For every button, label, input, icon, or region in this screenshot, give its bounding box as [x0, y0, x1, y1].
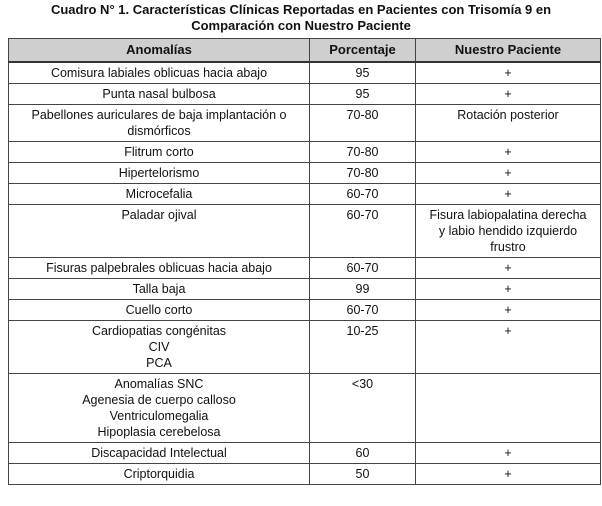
cell-anomalia — [9, 105, 310, 142]
caption-line-2: Comparación con Nuestro Paciente — [191, 18, 411, 33]
table-row — [9, 205, 601, 258]
table-header — [9, 39, 601, 63]
cell-anomalia — [9, 142, 310, 163]
cell-anomalia — [9, 163, 310, 184]
cell-nuestro-paciente — [416, 443, 601, 464]
cell-porcentaje: 95 — [310, 62, 416, 84]
table-row — [9, 84, 601, 105]
cell-anomalia — [9, 62, 310, 84]
cell-porcentaje: 50 — [310, 464, 416, 485]
cell-anomalia-line: Pabellones auriculares de baja implantación o — [31, 108, 287, 122]
cell-porcentaje: 99 — [310, 279, 416, 300]
cell-anomalia — [9, 443, 310, 464]
cell-nuestro-paciente — [416, 105, 601, 142]
table-body — [9, 62, 601, 485]
cell-anomalia-line: Criptorquidia — [123, 467, 195, 481]
cell-anomalia-line: Discapacidad Intelectual — [91, 446, 227, 460]
cell-anomalia-line: Microcefalia — [125, 187, 193, 201]
cell-nuestro-paciente-line: + — [504, 324, 512, 338]
table-row — [9, 163, 601, 184]
cell-nuestro-paciente — [416, 374, 601, 443]
cell-nuestro-paciente — [416, 258, 601, 279]
cell-anomalia-line: Hipertelorismo — [118, 166, 200, 180]
cell-nuestro-paciente-line: Rotación posterior — [457, 108, 559, 122]
table-row — [9, 321, 601, 374]
cell-porcentaje: 70-80 — [310, 105, 416, 142]
cell-porcentaje: 60-70 — [310, 258, 416, 279]
cell-anomalia — [9, 300, 310, 321]
cell-anomalia-line: Ventriculomegalia — [109, 409, 209, 423]
table-row — [9, 374, 601, 443]
cell-anomalia-line: PCA — [146, 356, 172, 370]
cell-nuestro-paciente-line: + — [504, 145, 512, 159]
column-header-anomalias: Anomalías — [9, 39, 310, 63]
cell-nuestro-paciente — [416, 163, 601, 184]
cell-anomalia-line: dismórficos — [127, 124, 191, 138]
table-row — [9, 443, 601, 464]
cell-anomalia-line: Punta nasal bulbosa — [102, 87, 216, 101]
cell-porcentaje: <30 — [310, 374, 416, 443]
cell-anomalia-line: Anomalías SNC — [114, 377, 204, 391]
column-header-porcentaje: Porcentaje — [310, 39, 416, 63]
cell-nuestro-paciente — [416, 300, 601, 321]
cell-nuestro-paciente-line: + — [504, 166, 512, 180]
table-row — [9, 464, 601, 485]
cell-anomalia-line: CIV — [148, 340, 170, 354]
cell-nuestro-paciente-line: + — [504, 303, 512, 317]
cell-nuestro-paciente — [416, 62, 601, 84]
table-row — [9, 105, 601, 142]
cell-anomalia-line: Flitrum corto — [124, 145, 194, 159]
cell-nuestro-paciente-line: + — [504, 446, 512, 460]
table-row — [9, 258, 601, 279]
cell-nuestro-paciente — [416, 205, 601, 258]
cell-anomalia-line: Cuello corto — [125, 303, 193, 317]
cell-anomalia — [9, 321, 310, 374]
cell-anomalia — [9, 374, 310, 443]
cell-anomalia-line: Fisuras palpebrales oblicuas hacia abajo — [46, 261, 272, 275]
cell-anomalia-line: Paladar ojival — [121, 208, 197, 222]
table-row — [9, 62, 601, 84]
table-caption — [0, 2, 602, 34]
cell-nuestro-paciente-line: Fisura labiopalatina derecha — [429, 208, 587, 222]
cell-anomalia-line: Agenesia de cuerpo calloso — [82, 393, 236, 407]
cell-nuestro-paciente-line: + — [504, 282, 512, 296]
table-row — [9, 279, 601, 300]
cell-nuestro-paciente-line: + — [504, 261, 512, 275]
cell-anomalia — [9, 84, 310, 105]
cell-nuestro-paciente-line: + — [504, 467, 512, 481]
cell-nuestro-paciente — [416, 464, 601, 485]
cell-anomalia — [9, 464, 310, 485]
cell-nuestro-paciente — [416, 321, 601, 374]
cell-porcentaje: 10-25 — [310, 321, 416, 374]
cell-nuestro-paciente — [416, 279, 601, 300]
cell-porcentaje: 60-70 — [310, 300, 416, 321]
table-row — [9, 300, 601, 321]
cell-nuestro-paciente-line: + — [504, 87, 512, 101]
cell-anomalia-line: Talla baja — [132, 282, 186, 296]
cell-porcentaje: 60 — [310, 443, 416, 464]
cell-porcentaje: 70-80 — [310, 142, 416, 163]
cell-porcentaje: 60-70 — [310, 184, 416, 205]
table-row — [9, 184, 601, 205]
cell-anomalia-line: Cardiopatias congénitas — [91, 324, 227, 338]
cell-anomalia — [9, 279, 310, 300]
column-header-nuestro-paciente: Nuestro Paciente — [416, 39, 601, 63]
cell-nuestro-paciente — [416, 142, 601, 163]
cell-porcentaje: 70-80 — [310, 163, 416, 184]
cell-anomalia-line: Hipoplasia cerebelosa — [97, 425, 221, 439]
caption-line-1: Cuadro N° 1. Características Clínicas Reportadas en Pacientes con Trisomía 9 en — [50, 2, 552, 17]
cell-porcentaje: 60-70 — [310, 205, 416, 258]
cell-anomalia — [9, 205, 310, 258]
cell-nuestro-paciente-line: y labio hendido izquierdo — [438, 224, 578, 238]
table-row — [9, 142, 601, 163]
cell-anomalia — [9, 184, 310, 205]
cell-nuestro-paciente — [416, 184, 601, 205]
cell-nuestro-paciente-line: + — [504, 66, 512, 80]
anomalies-table — [8, 38, 601, 485]
cell-anomalia — [9, 258, 310, 279]
cell-porcentaje: 95 — [310, 84, 416, 105]
cell-anomalia-line: Comisura labiales oblicuas hacia abajo — [50, 66, 268, 80]
cell-nuestro-paciente-line: + — [504, 187, 512, 201]
cell-nuestro-paciente — [416, 84, 601, 105]
cell-nuestro-paciente-line: frustro — [490, 240, 526, 254]
header-row — [9, 39, 601, 63]
